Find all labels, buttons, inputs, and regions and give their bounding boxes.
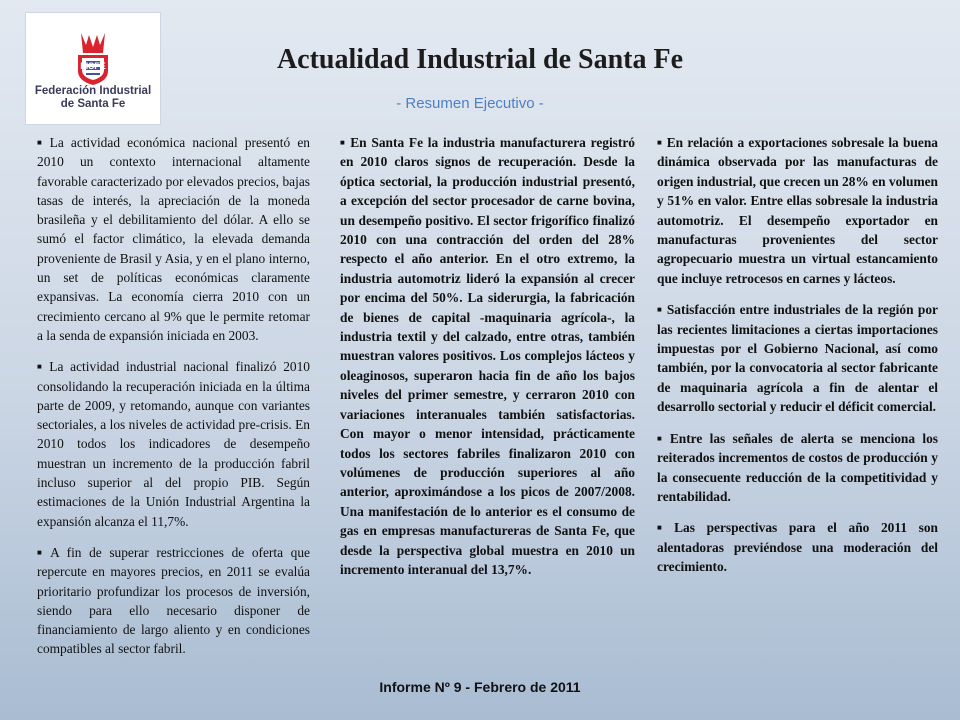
page-subtitle: - Resumen Ejecutivo - xyxy=(396,95,544,112)
paragraph: ■ Entre las señales de alerta se menciona los reiterados incrementos de costos de producción y la consecuente reducción de la competitividad y rentabilidad. xyxy=(657,430,938,504)
bullet-icon: ■ xyxy=(657,433,666,443)
paragraph: ■ En relación a exportaciones sobresale la buena dinámica observada por las manufacturas de origen industrial, que crecen un 28% en volumen y 51% en valor. Entre ellas sobresale la industria automotriz. El desempeño exportador en manufacturas provenientes del sector agropecuario muestra un virtual estancamiento que incluye retrocesos en carnes y lácteos. xyxy=(657,135,938,286)
bullet-icon: ■ xyxy=(657,523,671,533)
bullet-icon: ■ xyxy=(37,547,47,557)
bullet-icon: ■ xyxy=(37,362,46,372)
bullet-icon: ■ xyxy=(37,138,46,147)
column-exports-outlook xyxy=(657,133,938,589)
paragraph: ■ La actividad industrial nacional finalizó 2010 consolidando la recuperación iniciada en la última parte de 2009, y retomando, aunque con variantes sectoriales, a los niveles de actividad pre-crisis. En 2010 todos los indicadores de desempeño muestran un incremento de la producción fabril incluso superior al del propio PIB. Según estimaciones de la Unión Industrial Argentina la expansión alcanza el 11,7%. xyxy=(37,359,310,529)
report-footer: Informe Nº 9 - Febrero de 2011 xyxy=(379,679,581,695)
fisfe-logo xyxy=(25,12,161,125)
column-national-economy xyxy=(37,133,310,671)
paragraph: ■ Satisfacción entre industriales de la región por las recientes limitaciones a ciertas importaciones impuestas por el Gobierno Nacional, así como también, por la convocatoria al sector fabricante de maquinaria agrícola a fin de alentar el desarrollo sectorial y reducir el déficit comercial. xyxy=(657,302,938,415)
paragraph: ■ La actividad económica nacional presentó en 2010 un contexto internacional altamente favorable caracterizado por elevados precios, bajas tasas de interés, la apreciación de la moneda brasileña y el debilitamiento del dólar. A ello se sumó el factor climático, la elevada demanda proveniente de Brasil y Asia, y en el plano interno, un set de políticas económicas claramente expansivas. La economía cierra 2010 con un crecimiento cercano al 9% que le permite retomar a la senda de expansión iniciada en 2003. xyxy=(37,135,310,343)
bullet-icon: ■ xyxy=(340,138,347,147)
logo-org-line2: de Santa Fe xyxy=(60,98,126,110)
paragraph: ■ En Santa Fe la industria manufacturera registró en 2010 claros signos de recuperación. Desde la óptica sectorial, la producción industrial presentó, a excepción del sector procesador de carne bovina, un desempeño positivo. El sector frigorífico finalizó 2010 con una contracción del orden del 28% respecto el año anterior. En el otro extremo, la industria automotriz lideró la expansión al crecer por encima del 50%. La siderurgia, la fabricación de bienes de capital -maquinaria agrícola-, la industria textil y del calzado, entre otras, también muestran valores positivos. Los complejos lácteos y oleaginosos, superaron hacia fin de año los bajos niveles del primer semestre, y cerraron 2010 con variaciones interanuales también satisfactorias. Con mayor o menor intensidad, prácticamente todos los sectores fabriles finalizaron 2010 con volúmenes de producción superiores al año anterior, aproximándose a los picos de 2007/2008. Una manifestación de lo anterior es el consumo de gas en empresas manufactureras de Santa Fe, que desde la perspectiva global muestra en 2010 un incremento interanual del 13,7%. xyxy=(340,135,635,577)
logo-org-line1: Federación Industrial xyxy=(34,85,152,97)
logo-org-name xyxy=(30,85,156,111)
page-title: Actualidad Industrial de Santa Fe xyxy=(276,44,684,75)
bullet-icon: ■ xyxy=(657,138,663,147)
column-santa-fe-industry xyxy=(340,133,635,591)
bullet-icon: ■ xyxy=(657,305,663,315)
paragraph: ■ Las perspectivas para el año 2011 son alentadoras previéndose una moderación del crecimiento. xyxy=(657,520,938,575)
paragraph: ■ A fin de superar restricciones de oferta que repercute en mayores precios, en 2011 se evalúa prioritario profundizar los procesos de inversión, siendo para ello necesario disponer de financiamiento de largo aliento y en condiciones compatibles al sector fabril. xyxy=(37,544,310,657)
logo-acronym: FISFE xyxy=(80,61,106,71)
